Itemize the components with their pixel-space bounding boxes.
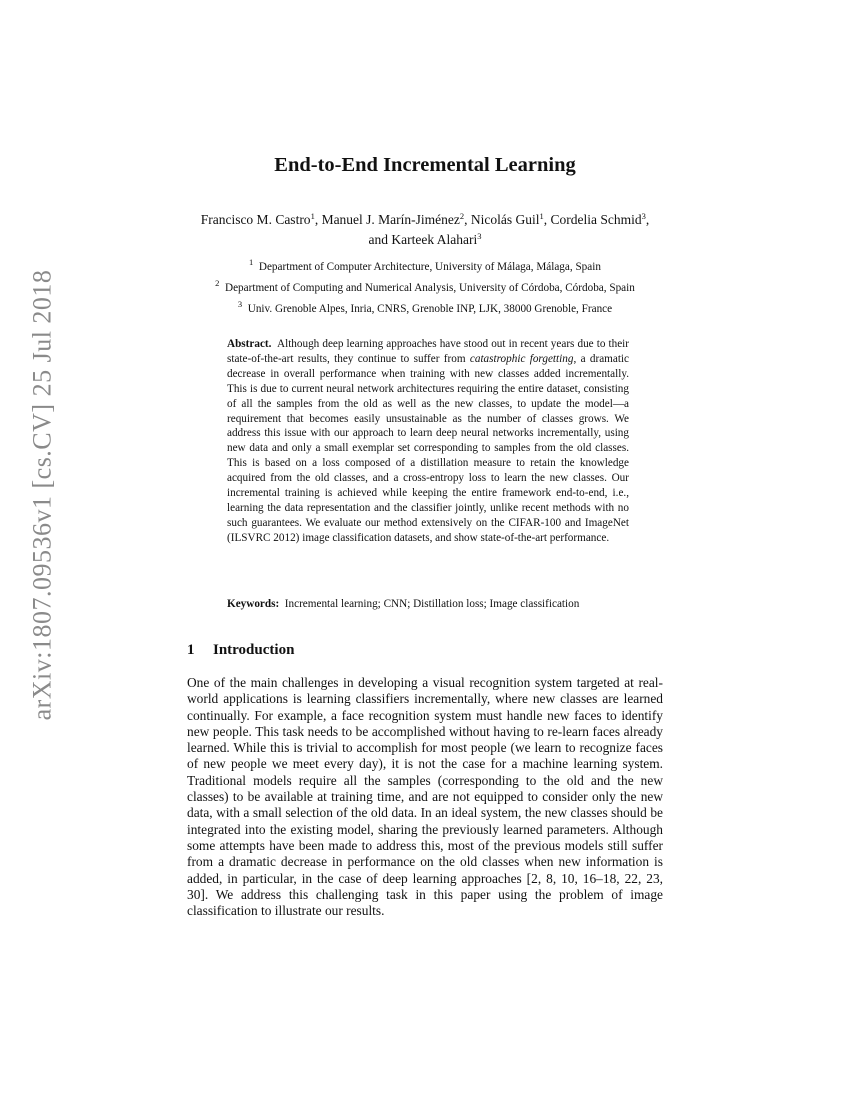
affiliation-line: [150, 296, 700, 317]
introduction-paragraph: One of the main challenges in developing a visual recognition system targeted at real-world applications is learning classifiers incrementally, where new classes are learned continually. For example, a face recognition system must handle new faces to identify new people. This task needs to be accomplished without having to re-learn faces already learned. While this is trivial to accomplish for most people (we learn to recognize faces of new people we meet every day), it is not the case for a machine learning system. Traditional models require all the samples (corresponding to the old and the new classes) to be available at training time, and are not equipped to consider only the new data, with a small selection of the old data. In an ideal system, the new classes should be integrated into the existing model, sharing the previously learned parameters. Although some attempts have been made to address this, most of the previous models still suffer from a dramatic decrease in performance on the old classes when new information is added, in particular, in the case of deep learning approaches [2, 8, 10, 16–18, 22, 23, 30]. We address this challenging task in this paper using the problem of image classification to illustrate our results.: [187, 675, 663, 919]
abstract-emphasis: catastrophic forgetting: [469, 352, 574, 365]
author-list: [150, 208, 700, 248]
section-number: 1: [187, 642, 195, 658]
affiliation-text: Department of Computing and Numerical Analysis, University of Córdoba, Córdoba, Spain: [225, 282, 635, 294]
author-affiliation-mark: 1: [310, 211, 315, 221]
author-name: Cordelia Schmid: [550, 212, 642, 227]
abstract-block: [227, 337, 629, 546]
affiliation-list: [150, 254, 700, 317]
abstract-label: Abstract.: [227, 338, 272, 350]
affiliation-mark: 3: [237, 299, 243, 309]
author-affiliation-mark: 3: [641, 211, 646, 221]
author-name: Francisco M. Castro: [200, 212, 311, 227]
author-affiliation-mark: 1: [539, 211, 544, 221]
author-name: Manuel J. Marín-Jiménez: [321, 212, 460, 227]
section-title: Introduction: [213, 642, 295, 658]
author-affiliation-mark: 3: [477, 231, 482, 241]
author-name: Nicolás Guil: [470, 212, 540, 227]
keywords-line: [227, 598, 629, 610]
arxiv-identifier-stamp: [18, 269, 66, 721]
author-affiliation-mark: 2: [459, 211, 465, 221]
keywords-text: Incremental learning; CNN; Distillation loss; Image classification: [284, 598, 580, 610]
author-separator: ,: [314, 212, 322, 227]
section-heading: [187, 642, 294, 659]
affiliation-line: [150, 254, 700, 275]
paper-title: End-to-End Incremental Learning: [274, 154, 576, 176]
abstract-text: Although deep learning approaches have stood out in recent years due to their state-of-the-art results, they continue to suffer from: [227, 338, 630, 365]
affiliation-mark: 1: [249, 257, 254, 267]
author-name: and Karteek Alahari: [368, 232, 478, 247]
author-separator: ,: [464, 212, 471, 227]
author-separator: ,: [543, 212, 551, 227]
affiliation-text: Univ. Grenoble Alpes, Inria, CNRS, Grenoble INP, LJK, 38000 Grenoble, France: [247, 303, 613, 315]
author-separator: ,: [645, 212, 650, 227]
affiliation-line: [150, 275, 700, 296]
keywords-label: Keywords:: [227, 598, 280, 610]
abstract-text-continued: , a dramatic decrease in overall performance when training with new classes added incrementally. This is due to current neural network architectures requiring the entire dataset, consisting of all the samples from the old as well as the new classes, to update the model—a requirement that becomes easily unsustainable as the number of classes grows. We address this issue with our approach to learn deep neural networks incrementally, using new data and only a small exemplar set corresponding to samples from the old classes. This is based on a loss composed of a distillation measure to retain the knowledge acquired from the old classes, and a cross-entropy loss to learn the new classes. Our incremental training is achieved while keeping the entire framework end-to-end, i.e., learning the data representation and the classifier jointly, unlike recent methods with no such guarantees. We evaluate our method extensively on the CIFAR-100 and ImageNet (ILSVRC 2012) image classification datasets, and show state-of-the-art performance.: [227, 352, 630, 544]
affiliation-text: Department of Computer Architecture, University of Málaga, Málaga, Spain: [258, 261, 601, 273]
arxiv-identifier-text: arXiv:1807.09536v1 [cs.CV] 25 Jul 2018: [27, 269, 57, 721]
affiliation-mark: 2: [215, 278, 220, 288]
